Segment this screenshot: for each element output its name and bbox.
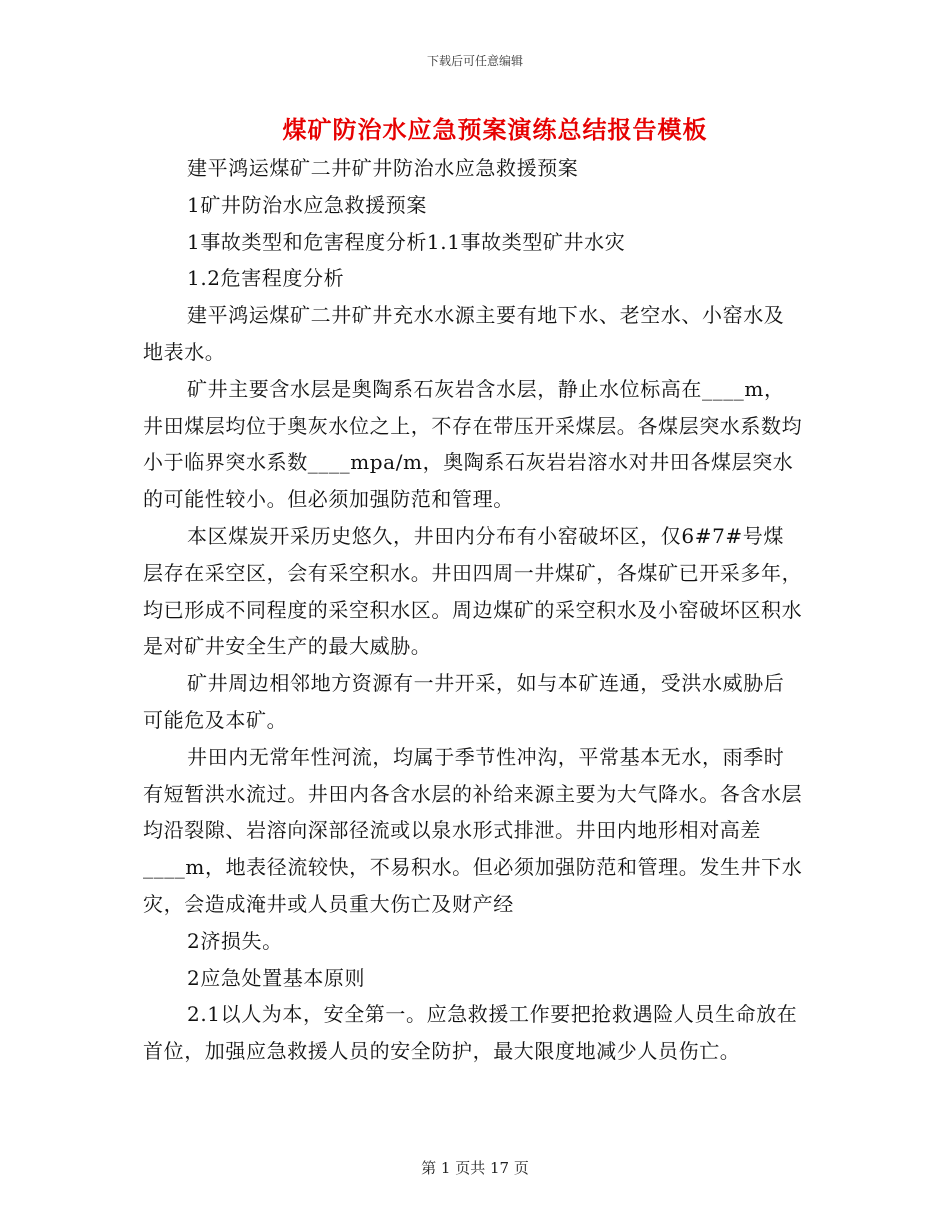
- paragraph: 建平鸿运煤矿二井矿井防治水应急救援预案: [187, 156, 579, 180]
- document-title: 煤矿防治水应急预案演练总结报告模板: [282, 115, 708, 144]
- paragraph: 2.1以人为本，安全第一。应急救援工作要把抢救遇险人员生命放在首位，加强应急救援人员的安全防护，最大限度地减少人员伤亡。: [143, 1002, 798, 1064]
- paragraph: 井田内无常年性河流，均属于季节性冲沟，平常基本无水，雨季时有短暂洪水流过。井田内各含水层的补给来源主要为大气降水。各含水层均沿裂隙、岩溶向深部径流或以泉水形式排泄。井田内地形相对高差____m，地表径流较快，不易积水。但必须加强防范和管理。发生井下水灾，会造成淹井或人员重大伤亡及财产经: [143, 744, 803, 916]
- paragraph: 本区煤炭开采历史悠久，井田内分布有小窑破坏区，仅6#7#号煤层存在采空区，会有采空积水。井田四周一井煤矿，各煤矿已开采多年，均已形成不同程度的采空积水区。周边煤矿的采空积水及小窑破坏区积水是对矿井安全生产的最大威胁。: [143, 523, 803, 659]
- document-body: [143, 150, 803, 1070]
- paragraph: 矿井周边相邻地方资源有一井开采，如与本矿连通，受洪水威胁后可能危及本矿。: [143, 671, 785, 732]
- paragraph: 2应急处置基本原则: [187, 965, 366, 990]
- paragraph: 2济损失。: [187, 928, 283, 953]
- page-header-note: 下载后可任意编辑: [426, 54, 523, 68]
- paragraph: 1矿井防治水应急救援预案: [187, 192, 427, 217]
- page-footer-number: 第 1 页共 17 页: [421, 1159, 529, 1177]
- paragraph: 1.2危害程度分析: [187, 266, 345, 291]
- paragraph: 建平鸿运煤矿二井矿井充水水源主要有地下水、老空水、小窑水及地表水。: [143, 303, 785, 364]
- paragraph: 1事故类型和危害程度分析1.1事故类型矿井水灾: [187, 229, 626, 254]
- paragraph: 矿井主要含水层是奥陶系石灰岩含水层，静止水位标高在____m，井田煤层均位于奥灰水位之上，不存在带压开采煤层。各煤层突水系数均小于临界突水系数____mpa/m，奥陶系石灰岩岩溶水对井田各煤层突水的可能性较小。但必须加强防范和管理。: [143, 376, 803, 512]
